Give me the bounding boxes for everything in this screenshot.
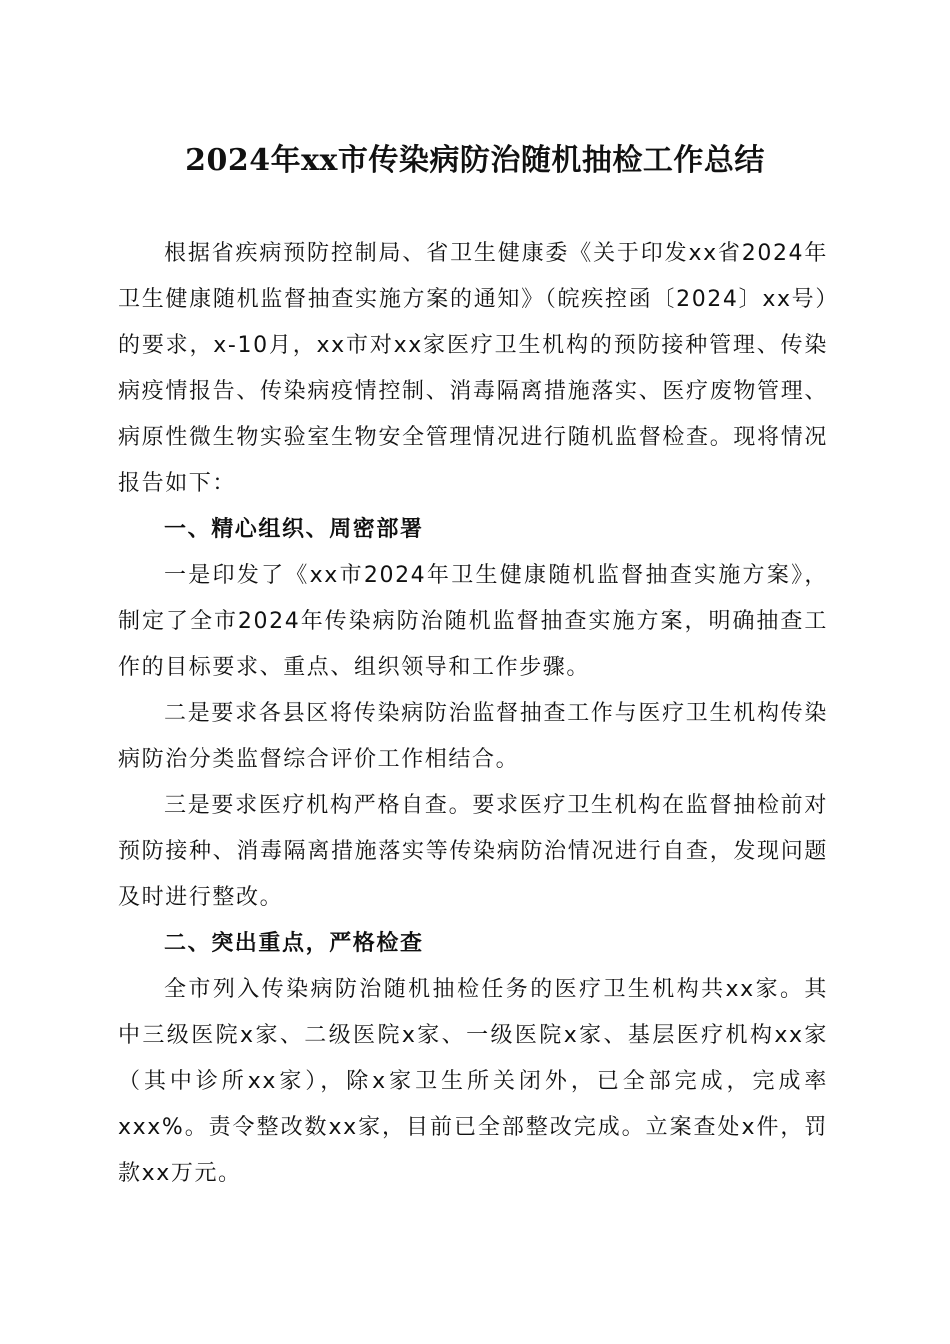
document-body: [118, 231, 828, 1197]
section-heading-2: 二、突出重点，严格检查: [164, 931, 424, 956]
section-heading-1: 一、精心组织、周密部署: [164, 517, 424, 542]
section1-paragraph-3: 三是要求医疗机构严格自查。要求医疗卫生机构在监督抽检前对预防接种、消毒隔离措施落实等传染病防治情况进行自查，发现问题及时进行整改。: [118, 793, 828, 910]
document-title: 2024年xx市传染病防治随机抽检工作总结: [185, 143, 765, 178]
section1-paragraph-1: 一是印发了《xx市2024年卫生健康随机监督抽查实施方案》，制定了全市2024年传染病防治随机监督抽查实施方案，明确抽查工作的目标要求、重点、组织领导和工作步骤。: [118, 563, 828, 680]
section2-paragraph-1: 全市列入传染病防治随机抽检任务的医疗卫生机构共xx家。其中三级医院x家、二级医院x家、一级医院x家、基层医疗机构xx家（其中诊所xx家），除x家卫生所关闭外，已全部完成，完成率xxx%。责令整改数xx家，目前已全部整改完成。立案查处x件，罚款xx万元。: [118, 977, 828, 1186]
section1-paragraph-2: 二是要求各县区将传染病防治监督抽查工作与医疗卫生机构传染病防治分类监督综合评价工作相结合。: [118, 701, 828, 772]
intro-paragraph: 根据省疾病预防控制局、省卫生健康委《关于印发xx省2024年卫生健康随机监督抽查实施方案的通知》（皖疾控函〔2024〕xx号）的要求，x-10月，xx市对xx家医疗卫生机构的预防接种管理、传染病疫情报告、传染病疫情控制、消毒隔离措施落实、医疗废物管理、病原性微生物实验室生物安全管理情况进行随机监督检查。现将情况报告如下：: [118, 241, 828, 496]
